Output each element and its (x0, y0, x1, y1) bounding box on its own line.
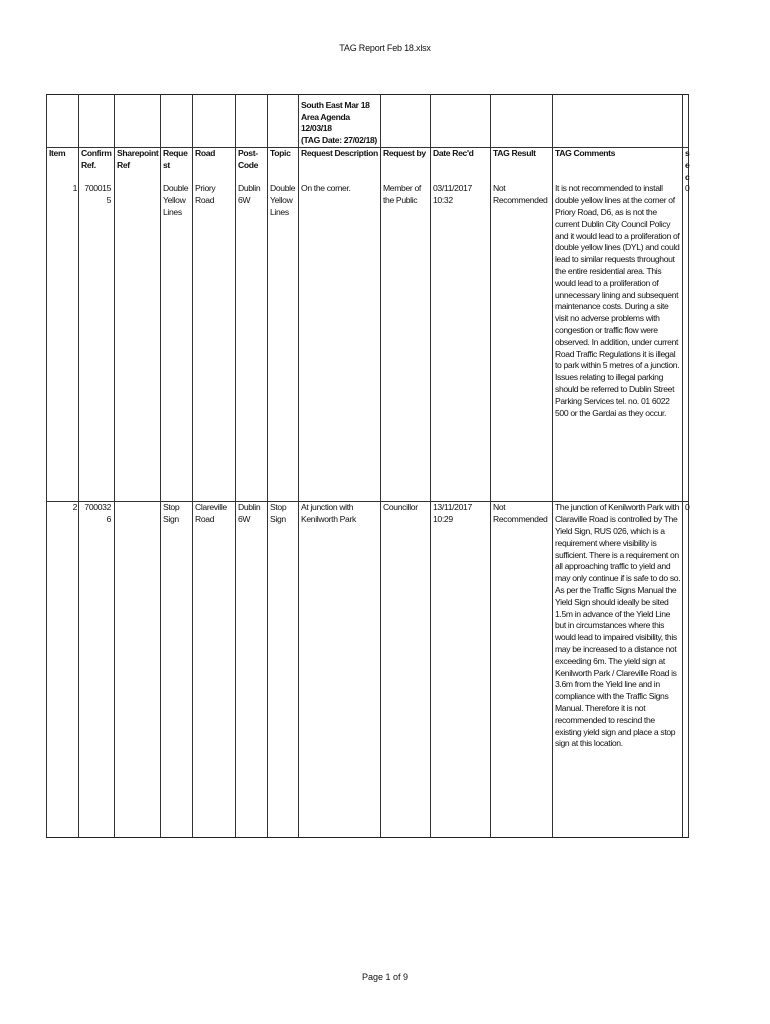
column-header-sec: sec (683, 148, 689, 184)
column-header-request-by: Request by (381, 148, 431, 184)
cell-item: 2 (47, 502, 79, 838)
cell-sec: 0 (683, 502, 689, 838)
table-row (47, 183, 689, 502)
column-header-request: Request (161, 148, 193, 184)
cell-confirm-ref: 7000326 (79, 502, 115, 838)
document-title: TAG Report Feb 18.xlsx (339, 43, 431, 53)
cell-date-recd: 13/11/2017 10:29 (431, 502, 491, 838)
column-header-confirm-ref: Confirm Ref. (79, 148, 115, 184)
agenda-cell (299, 95, 381, 148)
column-header-tag-result: TAG Result (491, 148, 553, 184)
cell-sharepoint-ref (115, 183, 161, 502)
column-header-post-code: Post-Code (236, 148, 268, 184)
cell-post-code: Dublin 6W (236, 183, 268, 502)
cell-confirm-ref: 7000155 (79, 183, 115, 502)
cell-tag-result: Not Recommended (491, 502, 553, 838)
cell-sec: 0 (683, 183, 689, 502)
column-header-request-description: Request Description (299, 148, 381, 184)
column-header-item: Item (47, 148, 79, 184)
cell-road: Priory Road (193, 183, 236, 502)
cell-topic: Stop Sign (268, 502, 299, 838)
cell-tag-comments: It is not recommended to install double yellow lines at the corner of Priory Road, D6, as is not the current Dublin City Council Policy and it would lead to a proliferation of double yellow lines (DYL) and could lead to similar requests throughout the entire residential area. This would lead to a proliferation of unnecessary lining and subsequent maintenance costs. During a site visit no adverse problems with congestion or traffic flow were observed. In addition, under current Road Traffic Regulations it is illegal to park within 5 metres of a junction. Issues relating to illegal parking should be referred to Dublin Street Parking Services tel. no. 01 6022 500 or the Gardai as they occur. (553, 183, 683, 502)
cell-request-by: Councillor (381, 502, 431, 838)
cell-request-description: On the corner. (299, 183, 381, 502)
column-header-tag-comments: TAG Comments (553, 148, 683, 184)
agenda-line-1: South East Mar 18 (301, 99, 370, 110)
cell-road: Clareville Road (193, 502, 236, 838)
cell-tag-result: Not Recommended (491, 183, 553, 502)
cell-item: 1 (47, 183, 79, 502)
page-number: Page 1 of 9 (361, 972, 409, 982)
column-header-row (47, 148, 689, 184)
cell-post-code: Dublin 6W (236, 502, 268, 838)
cell-request: Double Yellow Lines (161, 183, 193, 502)
cell-request-by: Member of the Public (381, 183, 431, 502)
cell-date-recd: 03/11/2017 10:32 (431, 183, 491, 502)
cell-tag-comments: The junction of Kenilworth Park with Claraville Road is controlled by The Yield Sign, RUS 026, which is a requirement where visibility is sufficient. There is a requirement on all approaching traffic to yield and may only continue if is safe to do so. As per the Traffic Signs Manual the Yield Sign should ideally be sited 1.5m in advance of the Yield Line but in circumstances where this would lead to impaired visibility, this may be increased to a distance not exceeding 6m. The yield sign at Kenilworth Park / Clareville Road is 3.6m from the Yield line and in compliance with the Traffic Signs Manual. Therefore it is not recommended to rescind the existing yield sign and place a stop sign at this location. (553, 502, 683, 838)
report-table (46, 94, 689, 838)
column-header-topic: Topic (268, 148, 299, 184)
agenda-row (47, 95, 689, 148)
cell-request-description: At junction with Kenilworth Park (299, 502, 381, 838)
cell-request: Stop Sign (161, 502, 193, 838)
table-row (47, 502, 689, 838)
column-header-sharepoint-ref: Sharepoint Ref (115, 148, 161, 184)
cell-sharepoint-ref (115, 502, 161, 838)
column-header-road: Road (193, 148, 236, 184)
agenda-line-3: (TAG Date: 27/02/18) (301, 135, 377, 146)
cell-topic: Double Yellow Lines (268, 183, 299, 502)
agenda-line-2: Area Agenda 12/03/18 (301, 111, 350, 134)
column-header-date-recd: Date Rec'd (431, 148, 491, 184)
